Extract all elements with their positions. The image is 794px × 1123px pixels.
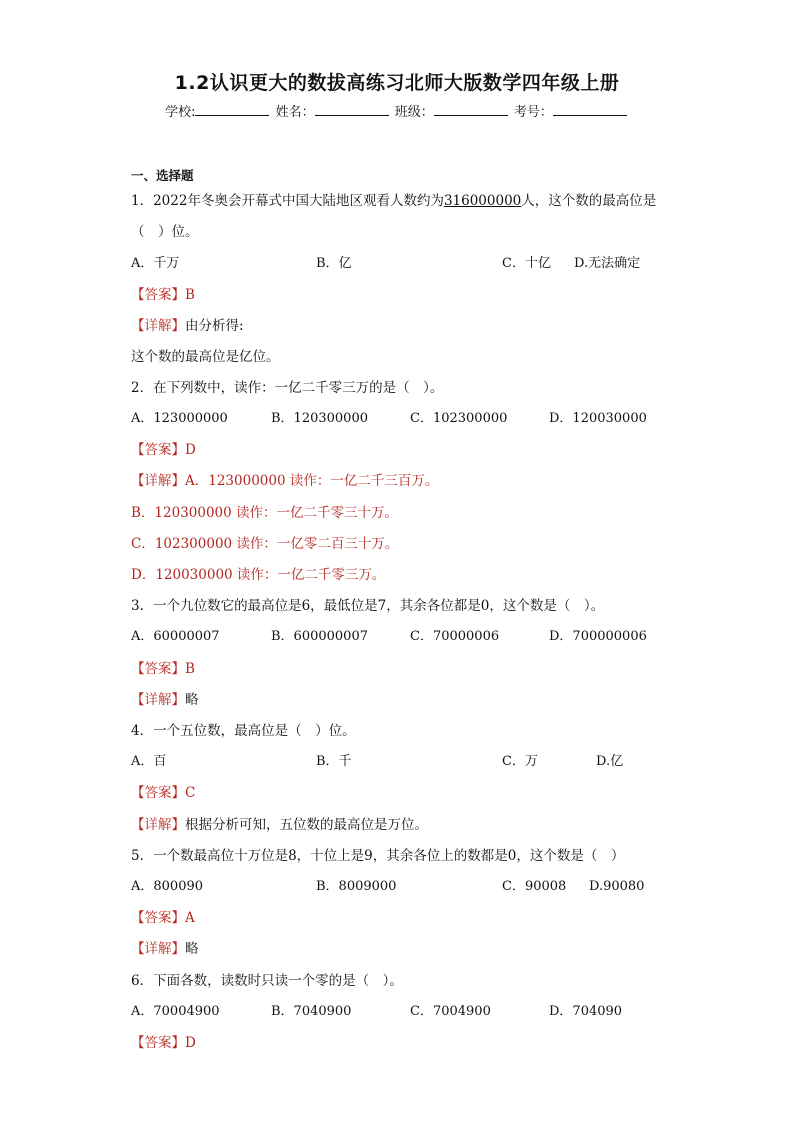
page-title: 1.2认识更大的数拔高练习北师大版数学四年级上册 bbox=[174, 72, 620, 94]
student-info-line bbox=[0, 101, 794, 120]
q1-stem-number: 316000000 bbox=[443, 193, 522, 209]
q5-stem: 5．一个数最高位十万位是8，十位上是9，其余各位上的数都是0，这个数是（ ） bbox=[131, 848, 625, 864]
q3-option-b: B．600000007 bbox=[271, 629, 368, 644]
q4-answer: 【答案】C bbox=[131, 785, 196, 801]
q4-option-d: D.亿 bbox=[596, 754, 624, 769]
q6-option-b: B．7040900 bbox=[271, 1004, 352, 1019]
q3-answer: 【答案】B bbox=[131, 661, 195, 677]
q2-answer: 【答案】D bbox=[131, 442, 196, 458]
name-blank[interactable] bbox=[315, 103, 389, 116]
q2-detail-d: D．120030000 读作：一亿二千零三万。 bbox=[131, 567, 386, 583]
q5-option-d: D.90080 bbox=[589, 879, 645, 894]
school-blank[interactable] bbox=[195, 103, 269, 116]
exam-blank[interactable] bbox=[553, 103, 627, 116]
q6-option-c: C．7004900 bbox=[410, 1004, 491, 1019]
q6-answer: 【答案】D bbox=[131, 1035, 196, 1051]
q5-answer: 【答案】A bbox=[131, 910, 195, 926]
exam-label: 考号： bbox=[513, 105, 553, 120]
class-blank[interactable] bbox=[434, 103, 508, 116]
q2-detail-c: C．102300000 读作：一亿零二百三十万。 bbox=[131, 536, 399, 552]
q4-option-b: B．千 bbox=[316, 754, 352, 769]
q4-detail: 【详解】根据分析可知，五位数的最高位是万位。 bbox=[131, 817, 428, 833]
q1-stem: 1．2022年冬奥会开幕式中国大陆地区观看人数约为316000000人，这个数的最高位是 bbox=[131, 193, 657, 209]
q4-option-a: A．百 bbox=[131, 754, 167, 769]
q5-option-c: C．90008 bbox=[502, 879, 567, 894]
q3-option-c: C．70000006 bbox=[410, 629, 500, 644]
q5-option-b: B．8009000 bbox=[316, 879, 397, 894]
q6-option-d: D．704090 bbox=[549, 1004, 623, 1019]
q1-detail: 【详解】由分析得: bbox=[131, 318, 244, 334]
q1-option-b: B．亿 bbox=[316, 256, 352, 271]
class-label: 班级： bbox=[394, 105, 434, 120]
q5-detail: 【详解】略 bbox=[131, 941, 199, 957]
q2-option-c: C．102300000 bbox=[410, 411, 508, 426]
name-label: 姓名： bbox=[275, 105, 315, 120]
q2-stem: 2．在下列数中，读作：一亿二千零三万的是（ ）。 bbox=[131, 380, 444, 396]
q3-detail: 【详解】略 bbox=[131, 692, 199, 708]
q3-option-a: A．60000007 bbox=[131, 629, 220, 644]
school-label: 学校: bbox=[165, 105, 196, 120]
q1-option-c: C．十亿 bbox=[502, 256, 551, 271]
q2-option-a: A．123000000 bbox=[131, 411, 228, 426]
q2-detail-b: B．120300000 读作：一亿二千零三十万。 bbox=[131, 505, 399, 521]
q3-stem: 3．一个九位数它的最高位是6，最低位是7，其余各位都是0，这个数是（ ）。 bbox=[131, 598, 605, 614]
q6-stem: 6．下面各数，读数时只读一个零的是（ ）。 bbox=[131, 973, 403, 989]
q4-stem: 4．一个五位数，最高位是（ ）位。 bbox=[131, 723, 356, 739]
q1-option-a: A．千万 bbox=[131, 256, 180, 271]
q2-option-d: D．120030000 bbox=[549, 411, 647, 426]
q1-detail-2: 这个数的最高位是亿位。 bbox=[131, 349, 280, 365]
q1-answer: 【答案】B bbox=[131, 287, 195, 303]
q6-option-a: A．70004900 bbox=[131, 1004, 220, 1019]
q1-option-d: D.无法确定 bbox=[574, 256, 641, 271]
q2-detail-a: 【详解】A．123000000 读作：一亿二千三百万。 bbox=[131, 473, 439, 489]
q3-option-d: D．700000006 bbox=[549, 629, 647, 644]
section-title: 一、选择题 bbox=[131, 168, 194, 183]
q1-stem-continued: （ ）位。 bbox=[131, 224, 199, 240]
q2-option-b: B．120300000 bbox=[271, 411, 368, 426]
q5-option-a: A．800090 bbox=[131, 879, 204, 894]
q4-option-c: C．万 bbox=[502, 754, 538, 769]
